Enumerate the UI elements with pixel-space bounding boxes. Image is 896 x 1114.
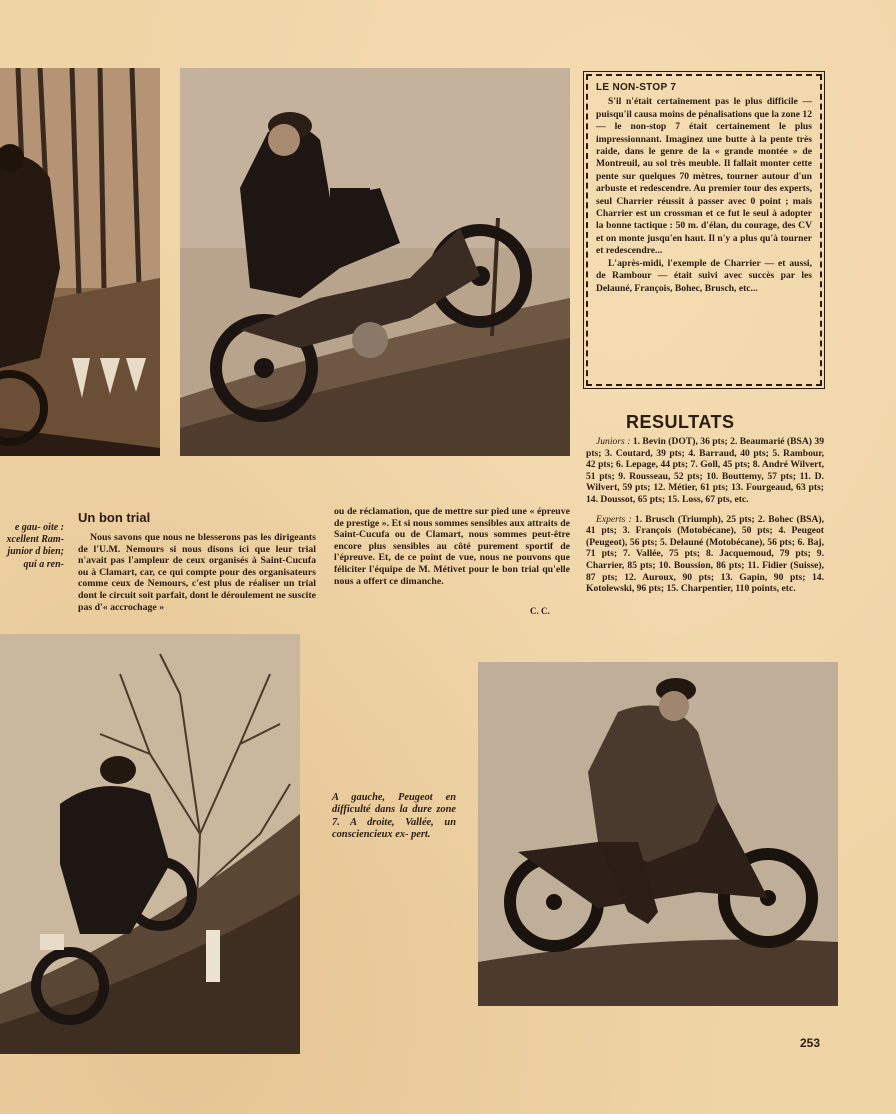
juniors-label: Juniors : [596,436,631,447]
photo-caption: A gauche, Peugeot en difficulté dans la dure zone 7. A droite, Vallée, un consciencieux ex- pert. [332,792,456,841]
left-column-fragment: e gau- oite : xcellent Ram- junior d bien; qui a ren- [6,522,64,570]
results-juniors [586,436,824,506]
page-number: 253 [800,1036,821,1050]
photo-rider-woods [0,68,160,456]
photo-peugeot-climb [0,634,300,1054]
experts-label: Experts : [596,513,632,525]
trial-paragraph-1: Nous savons que nous ne blesserons pas les dirigeants de l'U.M. Nemours si nous disons ici que leur trial n'avait pas l'ampleur de ceux organisés à Saint-Cucufa ou à Clamart, car, ce qui compte pour des organisateurs comme ceux de Nemours, c'est plus de réaliser un trial dont le circuit soit parfait, dont le déroulement ne suscite pas d'« accrochage » [78,532,316,613]
trial-heading: Un bon trial [78,510,151,525]
article-signature: C. C. [530,606,550,616]
juniors-results: 1. Bevin (DOT), 36 pts; 2. Beaumarié (BSA) 39 pts; 3. Coutard, 39 pts; 4. Barraud, 40 pts; 5. Rambour, 42 pts; 6. Lepage, 44 pts; 7. Goll, 45 pts; 8. André Wilvert, 51 pts; 9. Rousseau, 52 pts; 10. Bouttemy, 57 pts; 11. D. Wilvert, 59 pts; 12. Métier, 61 pts; 13. Fourgeaud, 63 pts; 14. Doussot, 65 pts; 15. Loss, 67 pts, etc. [586,436,824,505]
trial-column-1 [78,532,316,613]
nonstop-paragraph-2: L'après-midi, l'exemple de Charrier — et aussi, de Rambour — était suivi avec succès par les Delauné, François, Bohec, Brusch, etc... [596,257,812,294]
trial-column-2 [334,506,570,587]
nonstop-paragraph-1: S'il n'était certainement pas le plus difficile — puisqu'il causa moins de pénalisations que la zone 12 — le non-stop 7 était certainement le plus impressionnant. Imaginez une butte à la pente très raide, dans le genre de la « grande montée » de Montreuil, au sol très meuble. Il fallait monter cette pente sur quelques 70 mètres, tourner autour d'un arbuste et redescendre. Au premier tour des experts, seul Charrier réussit à passer avec 0 point ; mais Charrier est un crossman et ce fut le seul à adopter la bonne tactique : 50 m. d'élan, du courage, des CV et on monte jusqu'en haut. Il n'y a plus qu'à tourner et redescendre... [596,96,812,257]
photo-rider-jump [180,68,570,456]
experts-results: 1. Brusch (Triumph), 25 pts; 2. Bohec (BSA), 41 pts; 3. François (Motobécane), 50 pts; 4. Peugeot (Peugeot), 56 pts; 5. Delauné (Motobécane), 56 pts; 6. Baj, 71 pts; 7. Vallée, 75 pts; 8. Jacquemoud, 79 pts; 9. Charrier, 85 pts; 10. Boussion, 86 pts; 11. Fidier (Suisse), 87 pts; 12. Auroux, 90 pts; 13. Gapin, 90 pts; 14. Kotolewski, 96 pts; 15. Charpentier, 110 points, etc. [586,513,824,595]
results-list [586,436,824,603]
results-title: RESULTATS [626,412,735,432]
results-experts [586,514,824,595]
nonstop-title: LE NON-STOP 7 [596,82,677,93]
trial-paragraph-2: ou de réclamation, que de mettre sur pied une « épreuve de prestige ». Et si nous sommes sensibles aux attraits de Saint-Cucufa ou de Clamart, nous sommes peut-être encore plus sensibles au côté purement sportif de l'épreuve. Et, de ce point de vue, nous ne pouvons que féliciter l'équipe de M. Métivet pour le bon trial qu'elle nous a offert ce dimanche. [334,506,570,587]
nonstop-box [586,74,822,386]
photo-vallee [478,662,838,1006]
